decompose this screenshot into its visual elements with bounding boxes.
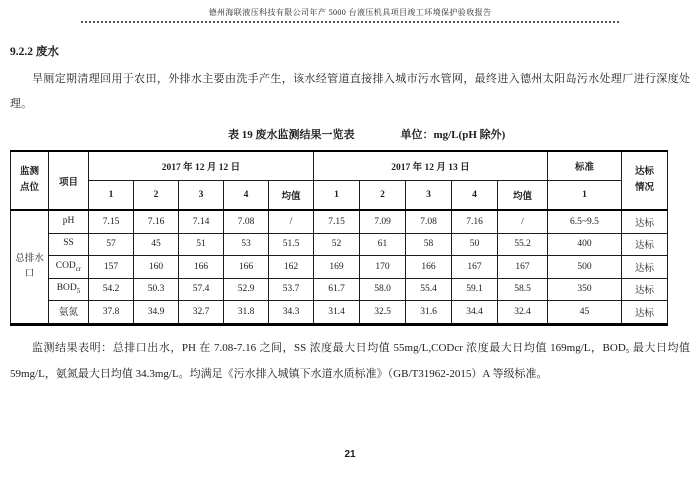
standard-cell: 6.5~9.5 [548, 210, 622, 233]
value-cell: 169 [314, 256, 360, 279]
mean-cell: 51.5 [269, 233, 314, 256]
value-cell: 31.6 [406, 301, 452, 325]
standard-cell: 400 [548, 233, 622, 256]
value-cell: 7.08 [224, 210, 269, 233]
status-cell: 达标 [622, 233, 668, 256]
subcol-header-standard: 1 [548, 181, 622, 211]
body-paragraph: 旱厕定期清理回用于农田，外排水主要由洗手产生，该水经管道直接排入城市污水管网，最终进入德州太阳岛污水处理厂进行深度处理。 [10, 73, 690, 110]
mean-cell: 32.4 [498, 301, 548, 325]
value-cell: 32.7 [179, 301, 224, 325]
value-cell: 7.15 [89, 210, 134, 233]
value-cell: 59.1 [452, 278, 498, 301]
subcol-header: 3 [179, 181, 224, 211]
value-cell: 61 [360, 233, 406, 256]
value-cell: 7.16 [452, 210, 498, 233]
table-unit-label: 单位：mg/L(pH 除外) [400, 129, 506, 141]
subcol-header: 2 [360, 181, 406, 211]
value-cell: 55.4 [406, 278, 452, 301]
section-heading: 9.2.2 废水 [10, 46, 59, 58]
value-cell: 166 [179, 256, 224, 279]
value-cell: 34.9 [134, 301, 179, 325]
value-cell: 7.09 [360, 210, 406, 233]
mean-cell: 162 [269, 256, 314, 279]
table-header-row-2 [11, 181, 668, 211]
subcol-header: 4 [224, 181, 269, 211]
table-header-row-1 [11, 151, 668, 181]
col-header-date-2: 2017 年 12 月 13 日 [314, 151, 548, 181]
value-cell: 50 [452, 233, 498, 256]
table-row-ammonia [11, 301, 668, 325]
subcol-header-mean: 均值 [498, 181, 548, 211]
value-cell: 61.7 [314, 278, 360, 301]
mean-cell: 58.5 [498, 278, 548, 301]
mean-cell: / [498, 210, 548, 233]
subcol-header: 1 [89, 181, 134, 211]
subcol-header-mean: 均值 [269, 181, 314, 211]
table-row-bod [11, 278, 668, 301]
wastewater-monitoring-table [10, 150, 668, 326]
value-cell: 45 [134, 233, 179, 256]
table-caption: 表 19 废水监测结果一览表 [228, 129, 355, 141]
mean-cell: 167 [498, 256, 548, 279]
monitoring-point-cell: 总排水口 [11, 210, 49, 324]
value-cell: 52.9 [224, 278, 269, 301]
value-cell: 7.15 [314, 210, 360, 233]
table-caption-row [0, 126, 700, 142]
standard-cell: 350 [548, 278, 622, 301]
table-row-ph [11, 210, 668, 233]
value-cell: 52 [314, 233, 360, 256]
value-cell: 7.08 [406, 210, 452, 233]
subcol-header: 1 [314, 181, 360, 211]
col-header-date-1: 2017 年 12 月 12 日 [89, 151, 314, 181]
col-header-compliance: 达标情况 [622, 151, 668, 210]
item-subscript: cr [75, 264, 82, 273]
item-cell: pH [49, 210, 89, 233]
item-subscript: 5 [76, 287, 81, 296]
standard-cell: 500 [548, 256, 622, 279]
header-divider [81, 21, 619, 23]
page-number: 21 [344, 449, 356, 460]
value-cell: 58.0 [360, 278, 406, 301]
item-cell: $BOD_5$ [49, 278, 89, 301]
table-row-cod [11, 256, 668, 279]
status-cell: 达标 [622, 301, 668, 325]
item-cell: $COD_{cr}$ [49, 256, 89, 279]
value-cell: 57 [89, 233, 134, 256]
value-cell: 166 [406, 256, 452, 279]
value-cell: 53 [224, 233, 269, 256]
subcol-header: 2 [134, 181, 179, 211]
mean-cell: / [269, 210, 314, 233]
value-cell: 34.4 [452, 301, 498, 325]
value-cell: 50.3 [134, 278, 179, 301]
item-cell: SS [49, 233, 89, 256]
subcol-header: 3 [406, 181, 452, 211]
col-header-monitoring-point: 监测点位 [11, 151, 49, 210]
value-cell: 37.8 [89, 301, 134, 325]
col-header-item: 项目 [49, 151, 89, 210]
value-cell: 58 [406, 233, 452, 256]
value-cell: 31.8 [224, 301, 269, 325]
value-cell: 57.4 [179, 278, 224, 301]
table-row-ss [11, 233, 668, 256]
value-cell: 32.5 [360, 301, 406, 325]
value-cell: 7.16 [134, 210, 179, 233]
value-cell: 166 [224, 256, 269, 279]
header-title: 德州海联液压科技有限公司年产 5000 台液压机具项目竣工环境保护验收报告 [208, 8, 492, 17]
status-cell: 达标 [622, 210, 668, 233]
value-cell: 170 [360, 256, 406, 279]
mean-cell: 34.3 [269, 301, 314, 325]
subcol-header: 4 [452, 181, 498, 211]
value-cell: 167 [452, 256, 498, 279]
value-cell: 7.14 [179, 210, 224, 233]
standard-cell: 45 [548, 301, 622, 325]
col-header-standard: 标准 [548, 151, 622, 181]
value-cell: 160 [134, 256, 179, 279]
value-cell: 157 [89, 256, 134, 279]
value-cell: 54.2 [89, 278, 134, 301]
value-cell: 31.4 [314, 301, 360, 325]
result-summary-paragraph: 监测结果表明：总排口出水，PH 在 7.08-7.16 之间，SS 浓度最大日均值 55mg/L,CODcr 浓度最大日均值 169mg/L，BOD₅ 最大日均值 59mg/L，氨氮最大日均值 34.3mg/L。均满足《污水排入城镇下水道水质标准》（GB/T31962-2015）A 等级标准。 [10, 341, 690, 380]
document-header [0, 0, 700, 23]
status-cell: 达标 [622, 278, 668, 301]
item-cell: 氨氮 [49, 301, 89, 325]
mean-cell: 55.2 [498, 233, 548, 256]
value-cell: 51 [179, 233, 224, 256]
mean-cell: 53.7 [269, 278, 314, 301]
status-cell: 达标 [622, 256, 668, 279]
